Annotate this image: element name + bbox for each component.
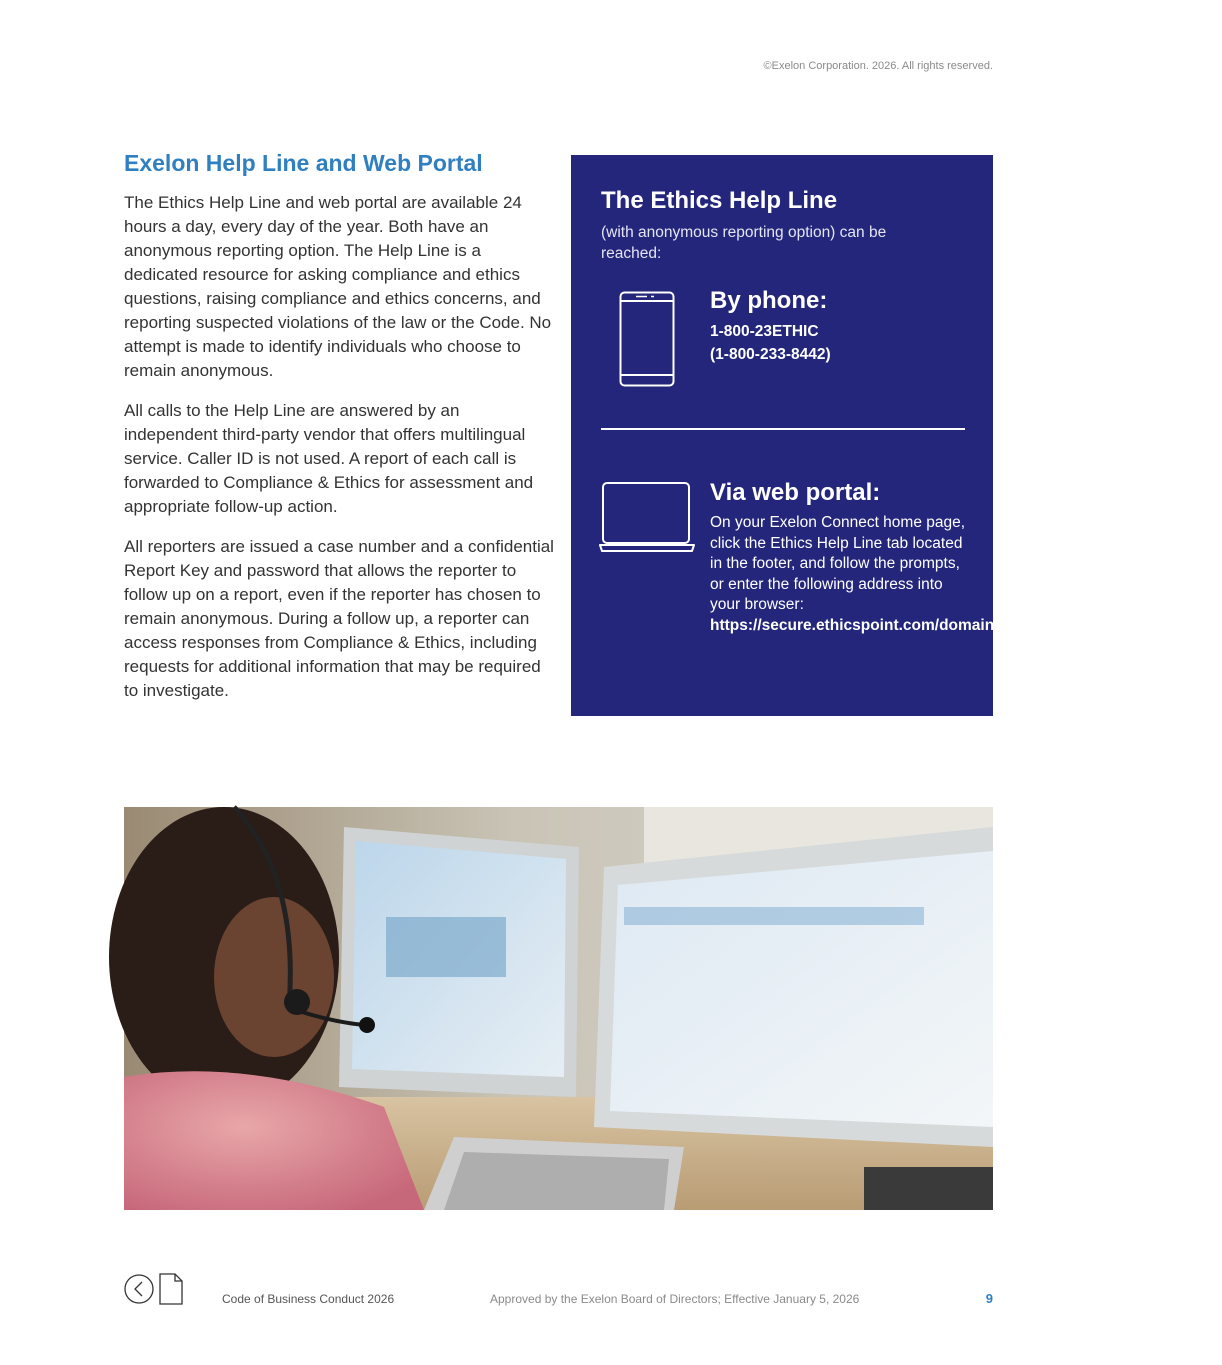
web-portal-heading: Via web portal:	[710, 479, 881, 506]
back-arrow-icon[interactable]	[125, 1275, 153, 1303]
footer-document-title: Code of Business Conduct 2026	[222, 1292, 395, 1306]
footer-approval-note: Approved by the Exelon Board of Directors; Effective January 5, 2026	[490, 1292, 860, 1306]
page-number: 9	[985, 1291, 993, 1306]
help-box-subtitle: (with anonymous reporting option) can be reached:	[601, 224, 887, 262]
call-center-photo	[124, 807, 993, 1210]
web-portal-text: On your Exelon Connect home page, click the Ethics Help Line tab located in the footer, and follow the prompts, or enter the following address into your browser:	[710, 514, 966, 614]
web-portal-url[interactable]: https://secure.ethicspoint.com/domain/media/en/gui/71992/index.html	[710, 616, 1222, 634]
document-icon[interactable]	[160, 1274, 182, 1304]
phone-number-digits: (1-800-233-8442)	[710, 346, 831, 363]
phone-heading: By phone:	[710, 287, 828, 314]
help-line-section	[124, 150, 554, 719]
mobile-phone-icon	[619, 291, 675, 387]
section-title: Exelon Help Line and Web Portal	[124, 150, 483, 176]
ethics-help-line-box	[571, 155, 1222, 716]
body-paragraph-report-key: All reporters are issued a case number and a confidential Report Key and password that allows the reporter to follow up on a report, even if the reporter has chosen to remain anonymous. During a follow up, a reporter can access responses from Compliance & Ethics, including requests for additional information that may be required to investigate.	[124, 537, 554, 700]
box-divider	[601, 428, 965, 430]
laptop-icon	[599, 481, 695, 555]
body-paragraph-vendor: All calls to the Help Line are answered by an independent third-party vendor that offers multilingual service. Caller ID is not used. A report of each call is forwarded to Compliance & Ethics for assessment and appropriate follow-up action.	[124, 401, 534, 516]
footer-navigation	[124, 1273, 186, 1305]
phone-number-text: 1-800-23ETHIC	[710, 323, 819, 340]
copyright-notice: ©Exelon Corporation. 2026. All rights reserved.	[763, 60, 993, 72]
web-portal-instructions	[710, 513, 1222, 637]
body-paragraph-availability: The Ethics Help Line and web portal are available 24 hours a day, every day of the year. Both have an anonymous reporting option. The Help Line is a dedicated resource for asking compliance and ethics questions, raising compliance and ethics concerns, and reporting suspected violations of the law or the Code. No attempt is made to identify individuals who choose to remain anonymous.	[124, 193, 552, 380]
help-box-title: The Ethics Help Line	[601, 187, 838, 214]
